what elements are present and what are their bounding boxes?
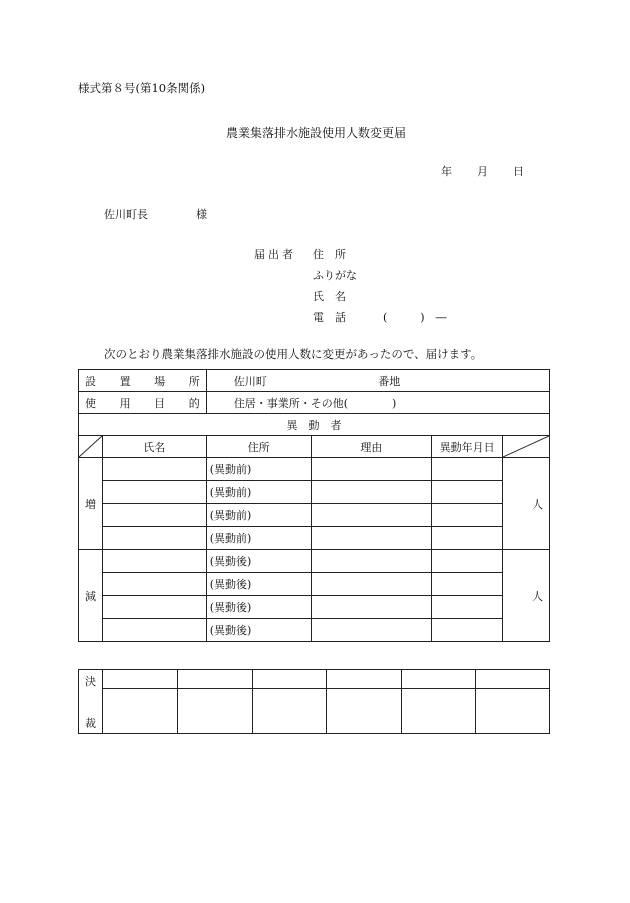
increase-name-1[interactable] bbox=[102, 458, 206, 481]
date-month: 月 bbox=[477, 165, 488, 178]
decrease-date-1[interactable] bbox=[432, 550, 503, 573]
decrease-date-2[interactable] bbox=[432, 573, 503, 596]
approval-header-5 bbox=[402, 670, 476, 689]
col-name: 氏名 bbox=[102, 436, 206, 458]
decrease-name-2[interactable] bbox=[102, 573, 206, 596]
decrease-unit: 人 bbox=[503, 550, 550, 642]
approval-stamp-1[interactable] bbox=[102, 689, 177, 734]
approval-header-3 bbox=[252, 670, 327, 689]
increase-label: 増 bbox=[79, 458, 103, 550]
location-suffix: 番地 bbox=[378, 374, 401, 388]
intro-text: 次のとおり農業集落排水施設の使用人数に変更があったので、届けます。 bbox=[104, 347, 483, 361]
approval-header-4 bbox=[327, 670, 402, 689]
page-title: 農業集落排水施設使用人数変更届 bbox=[226, 126, 407, 140]
approval-stamp-3[interactable] bbox=[252, 689, 327, 734]
col-date: 異動年月日 bbox=[432, 436, 503, 458]
increase-reason-2[interactable] bbox=[311, 481, 432, 504]
approval-label: 決 裁 bbox=[79, 670, 103, 734]
col-reason: 理由 bbox=[311, 436, 432, 458]
corner-diagonal-left bbox=[79, 436, 103, 458]
addressee-name: 佐川町長 bbox=[104, 208, 148, 221]
purpose-value[interactable]: 住居・事業所・その他( ) bbox=[206, 392, 549, 414]
approval-stamp-4[interactable] bbox=[327, 689, 402, 734]
increase-date-1[interactable] bbox=[432, 458, 503, 481]
decrease-address-3[interactable]: (異動後) bbox=[206, 596, 311, 619]
col-address: 住所 bbox=[206, 436, 311, 458]
form-id: 様式第８号(第10条関係) bbox=[78, 81, 206, 95]
increase-reason-1[interactable] bbox=[311, 458, 432, 481]
applicant-phone-label: 電 話 bbox=[313, 311, 346, 324]
increase-address-2[interactable]: (異動前) bbox=[206, 481, 311, 504]
applicant-address-label: 住 所 bbox=[313, 248, 346, 261]
increase-unit: 人 bbox=[503, 458, 550, 550]
increase-address-1[interactable]: (異動前) bbox=[206, 458, 311, 481]
addressee-honorific: 様 bbox=[196, 208, 207, 221]
date-year: 年 bbox=[441, 165, 452, 178]
approval-stamp-6[interactable] bbox=[476, 689, 550, 734]
applicant-furigana-label: ふりがな bbox=[313, 269, 357, 282]
decrease-reason-1[interactable] bbox=[311, 550, 432, 573]
decrease-address-1[interactable]: (異動後) bbox=[206, 550, 311, 573]
increase-address-4[interactable]: (異動前) bbox=[206, 527, 311, 550]
increase-address-3[interactable]: (異動前) bbox=[206, 504, 311, 527]
increase-name-2[interactable] bbox=[102, 481, 206, 504]
decrease-name-4[interactable] bbox=[102, 619, 206, 642]
increase-name-4[interactable] bbox=[102, 527, 206, 550]
decrease-date-4[interactable] bbox=[432, 619, 503, 642]
decrease-address-2[interactable]: (異動後) bbox=[206, 573, 311, 596]
decrease-address-4[interactable]: (異動後) bbox=[206, 619, 311, 642]
increase-date-4[interactable] bbox=[432, 527, 503, 550]
approval-header-2 bbox=[177, 670, 252, 689]
decrease-date-3[interactable] bbox=[432, 596, 503, 619]
decrease-reason-3[interactable] bbox=[311, 596, 432, 619]
date-day: 日 bbox=[513, 165, 524, 178]
corner-diagonal-right bbox=[503, 436, 550, 458]
location-value[interactable] bbox=[206, 370, 549, 392]
increase-reason-4[interactable] bbox=[311, 527, 432, 550]
decrease-reason-4[interactable] bbox=[311, 619, 432, 642]
decrease-name-3[interactable] bbox=[102, 596, 206, 619]
decrease-reason-2[interactable] bbox=[311, 573, 432, 596]
applicant-name-label: 氏 名 bbox=[313, 290, 346, 303]
location-prefix: 佐川町 bbox=[233, 374, 267, 388]
increase-date-2[interactable] bbox=[432, 481, 503, 504]
movers-header: 異 動 者 bbox=[79, 414, 550, 436]
purpose-label: 使 用 目 的 bbox=[79, 392, 207, 414]
increase-reason-3[interactable] bbox=[311, 504, 432, 527]
increase-date-3[interactable] bbox=[432, 504, 503, 527]
approval-header-6 bbox=[476, 670, 550, 689]
applicant-phone-format: ( ) ― bbox=[383, 311, 447, 324]
applicant-label: 届出者 bbox=[254, 248, 296, 261]
decrease-name-1[interactable] bbox=[102, 550, 206, 573]
decrease-label: 減 bbox=[79, 550, 103, 642]
approval-stamp-2[interactable] bbox=[177, 689, 252, 734]
approval-stamp-5[interactable] bbox=[402, 689, 476, 734]
increase-name-3[interactable] bbox=[102, 504, 206, 527]
location-label: 設 置 場 所 bbox=[79, 370, 207, 392]
main-table bbox=[78, 369, 550, 642]
approval-header-1 bbox=[102, 670, 177, 689]
approval-table bbox=[78, 669, 550, 734]
